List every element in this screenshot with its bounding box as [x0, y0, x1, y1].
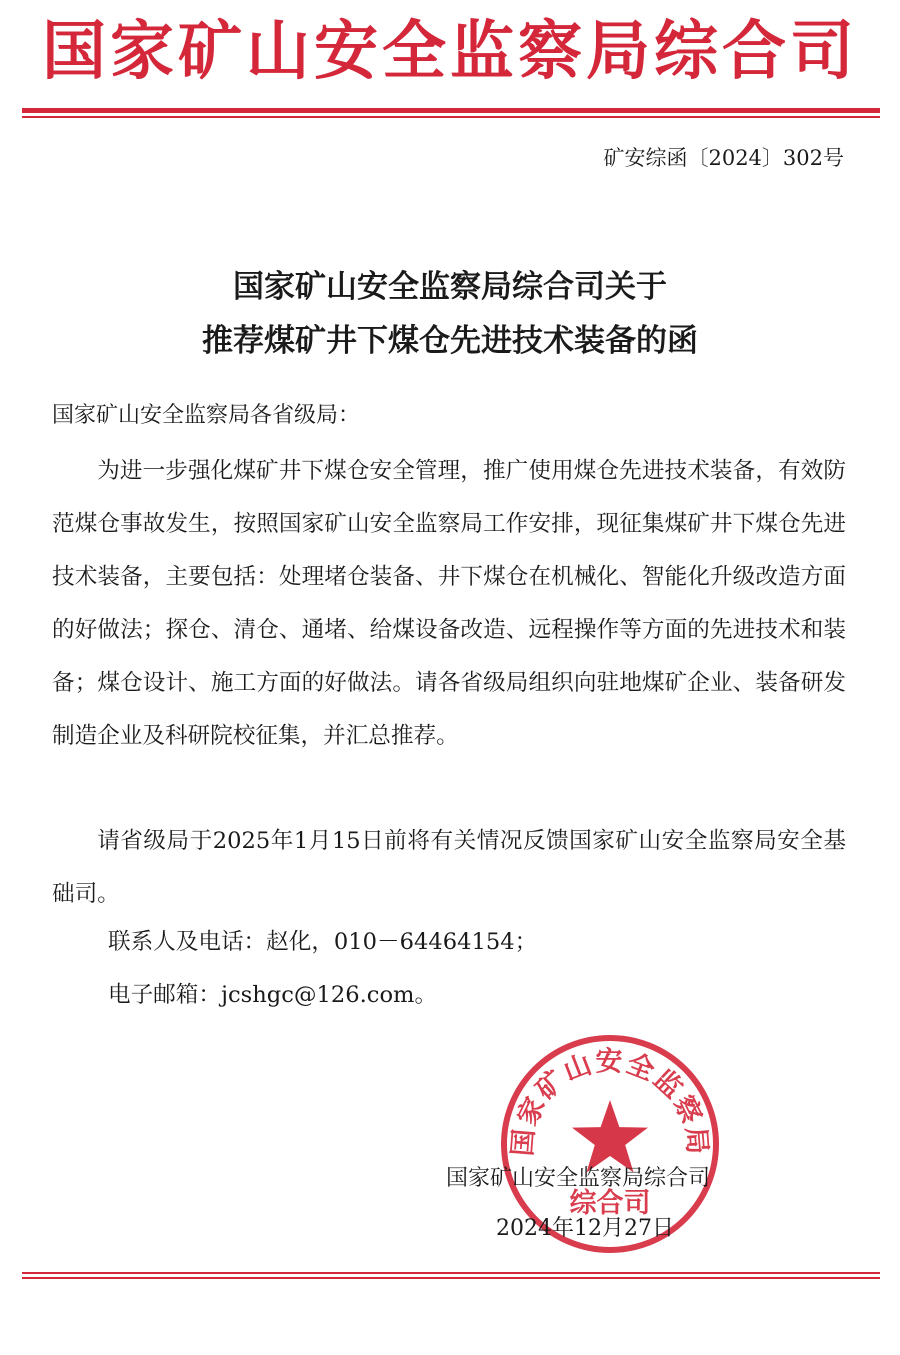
contact-line: 联系人及电话：赵化，010－64464154； [108, 929, 538, 955]
seal-star-icon [572, 1100, 648, 1172]
issuer-name: 国家矿山安全监察局综合司 [446, 1166, 711, 1191]
footer-rule-top [22, 1272, 880, 1274]
letterhead-rule-thick [22, 108, 880, 113]
seal-arc-text: 国家矿山安全监察局 [507, 1046, 713, 1158]
email-line: 电子邮箱：jcshgc@126.com。 [108, 982, 438, 1008]
document-title-line-1: 国家矿山安全监察局综合司关于 [233, 269, 667, 305]
body-paragraph-2: 请省级局于2025年1月15日前将有关情况反馈国家矿山安全监察局安全基础司。 [52, 828, 846, 907]
letterhead-rule-thin [22, 116, 880, 118]
document-number: 矿安综函〔2024〕302号 [603, 146, 844, 170]
footer-rule-bottom [22, 1277, 880, 1279]
body-paragraph-1: 为进一步强化煤矿井下煤仓安全管理，推广使用煤仓先进技术装备，有效防范煤仓事故发生，按照国家矿山安全监察局工作安排，现征集煤矿井下煤仓先进技术装备，主要包括：处理堵仓装备、井下煤仓在机械化、智能化升级改造方面的好做法；探仓、清仓、通堵、给煤设备改造、远程操作等方面的先进技术和装备；煤仓设计、施工方面的好做法。请各省级局组织向驻地煤矿企业、装备研发制造企业及科研院校征集，并汇总推荐。 [52, 458, 846, 749]
seal-bottom-text: 综合司 [569, 1188, 651, 1219]
letterhead-title: 国家矿山安全监察局综合司 [42, 15, 858, 89]
document-title-line-2: 推荐煤矿井下煤仓先进技术装备的函 [202, 323, 698, 359]
addressee: 国家矿山安全监察局各省级局： [52, 403, 361, 428]
issue-date: 2024年12月27日 [496, 1216, 674, 1241]
